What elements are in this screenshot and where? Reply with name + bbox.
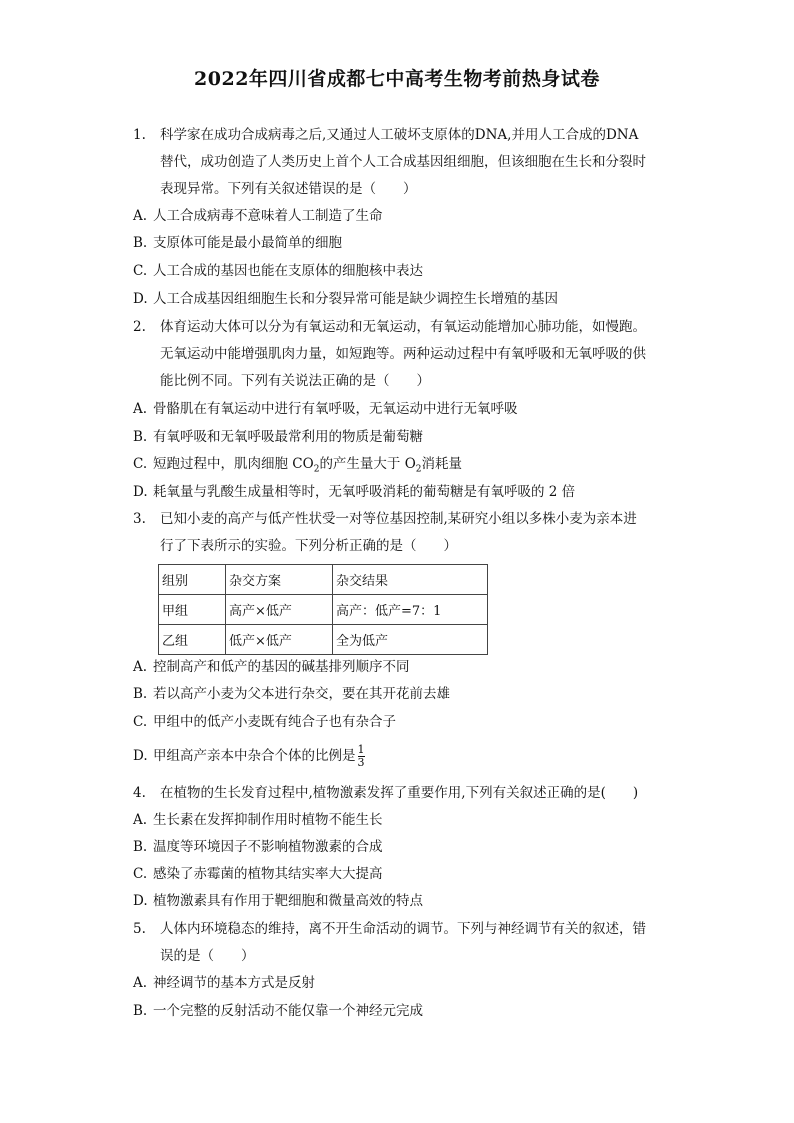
question-1 — [133, 122, 673, 203]
option-label: A. — [133, 812, 148, 828]
option-text: 的产生量大于 O — [319, 456, 416, 472]
option-text: 若以高产小麦为父本进行杂交，要在其开花前去雄 — [153, 686, 450, 702]
stem-line: 体育运动大体可以分为有氧运动和无氧运动，有氧运动能增加心肺功能，如慢跑。 — [160, 319, 646, 335]
option-label: D. — [133, 291, 148, 307]
table-header-cell: 杂交结果 — [333, 565, 488, 595]
question-2 — [133, 314, 693, 395]
cross-experiment-table — [158, 564, 488, 655]
stem-line: 误的是（ ） — [160, 948, 255, 964]
stem-line: 科学家在成功合成病毒之后,又通过人工破坏支原体的DNA,并用人工合成的DNA — [160, 127, 639, 143]
q3-option-d — [133, 743, 693, 770]
option-text: 支原体可能是最小最简单的细胞 — [153, 235, 342, 251]
q5-option-b — [133, 998, 693, 1025]
option-text: 人工合成基因组细胞生长和分裂异常可能是缺少调控生长增殖的基因 — [153, 291, 558, 307]
stem-line: 能比例不同。下列有关说法正确的是（ ） — [160, 373, 430, 389]
question-5 — [133, 916, 673, 970]
option-text: 人工合成的基因也能在支原体的细胞核中表达 — [153, 263, 423, 279]
option-text: 神经调节的基本方式是反射 — [153, 975, 315, 991]
option-text: 耗氧量与乳酸生成量相等时，无氧呼吸消耗的葡萄糖是有氧呼吸的 2 倍 — [153, 484, 576, 500]
option-text: 短跑过程中，肌肉细胞 CO — [153, 456, 314, 472]
option-label: A. — [133, 401, 148, 417]
question-number: 4. — [133, 785, 146, 801]
question-number: 5. — [133, 921, 146, 937]
q4-option-c — [133, 861, 693, 888]
table-row — [159, 595, 488, 625]
table-cell: 低产×低产 — [226, 625, 333, 655]
question-3 — [133, 506, 673, 560]
table-row — [159, 625, 488, 655]
q1-option-a — [133, 203, 693, 230]
option-text: 控制高产和低产的基因的碱基排列顺序不同 — [153, 659, 410, 675]
option-label: B. — [133, 1003, 148, 1019]
q1-option-c — [133, 258, 693, 285]
q3-option-c — [133, 709, 693, 736]
question-4 — [133, 780, 693, 807]
q1-option-d — [133, 286, 693, 313]
option-label: A. — [133, 975, 148, 991]
option-label: B. — [133, 686, 148, 702]
stem-line: 替代，成功创造了人类历史上首个人工合成基因组细胞，但该细胞在生长和分裂时 — [160, 154, 646, 170]
table-header-cell: 组别 — [159, 565, 226, 595]
option-label: D. — [133, 893, 148, 909]
option-text: 感染了赤霉菌的植物其结实率大大提高 — [153, 866, 383, 882]
question-stem — [160, 916, 673, 970]
option-label: A. — [133, 659, 148, 675]
option-text: 一个完整的反射活动不能仅靠一个神经元完成 — [153, 1003, 423, 1019]
subscript: 2 — [415, 464, 422, 475]
option-label: D. — [133, 748, 148, 764]
option-label: D. — [133, 484, 148, 500]
option-text: 甲组高产亲本中杂合个体的比例是 — [153, 748, 356, 764]
fraction-one-third — [358, 744, 365, 769]
table-cell: 乙组 — [159, 625, 226, 655]
q2-option-a — [133, 396, 693, 423]
option-label: C. — [133, 714, 148, 730]
table-header-cell: 杂交方案 — [226, 565, 333, 595]
option-text: 植物激素具有作用于靶细胞和微量高效的特点 — [153, 893, 423, 909]
question-number: 3. — [133, 511, 146, 527]
fraction-numerator: 1 — [357, 743, 365, 756]
stem-line: 无氧运动中能增强肌肉力量，如短跑等。两种运动过程中有氧呼吸和无氧呼吸的供 — [160, 346, 646, 362]
option-label: C. — [133, 866, 148, 882]
option-text: 人工合成病毒不意味着人工制造了生命 — [153, 208, 383, 224]
stem-line: 已知小麦的高产与低产性状受一对等位基因控制,某研究小组以多株小麦为亲本进 — [160, 511, 637, 527]
option-label: B. — [133, 235, 148, 251]
question-stem — [160, 780, 693, 807]
option-label: B. — [133, 429, 148, 445]
q2-option-d — [133, 479, 693, 506]
question-number: 1. — [133, 127, 146, 143]
option-text: 有氧呼吸和无氧呼吸最常利用的物质是葡萄糖 — [153, 429, 423, 445]
option-text: 甲组中的低产小麦既有纯合子也有杂合子 — [153, 714, 396, 730]
option-text: 骨骼肌在有氧运动中进行有氧呼吸，无氧运动中进行无氧呼吸 — [153, 401, 518, 417]
fraction-denominator: 3 — [357, 756, 365, 769]
table-cell: 高产：低产=7：1 — [333, 595, 488, 625]
question-stem — [160, 122, 673, 203]
table-cell: 高产×低产 — [226, 595, 333, 625]
table-cell: 甲组 — [159, 595, 226, 625]
option-text: 消耗量 — [421, 456, 463, 472]
stem-line: 行了下表所示的实验。下列分析正确的是（ ） — [160, 538, 457, 554]
q3-option-a — [133, 654, 693, 681]
page-title: 2022年四川省成都七中高考生物考前热身试卷 — [194, 68, 600, 90]
option-text: 生长素在发挥抑制作用时植物不能生长 — [153, 812, 383, 828]
stem-line: 在植物的生长发育过程中,植物激素发挥了重要作用,下列有关叙述正确的是( ) — [160, 785, 639, 801]
stem-line: 人体内环境稳态的维持，离不开生命活动的调节。下列与神经调节有关的叙述，错 — [160, 921, 646, 937]
question-stem — [160, 314, 693, 395]
q2-option-b — [133, 424, 693, 451]
question-number: 2. — [133, 319, 146, 335]
subscript: 2 — [313, 464, 320, 475]
q4-option-d — [133, 888, 693, 915]
question-stem — [160, 506, 673, 560]
table-header-row — [159, 565, 488, 595]
option-text: 温度等环境因子不影响植物激素的合成 — [153, 839, 383, 855]
option-label: B. — [133, 839, 148, 855]
q5-option-a — [133, 970, 693, 997]
q4-option-b — [133, 834, 693, 861]
q1-option-b — [133, 230, 693, 257]
stem-line: 表现异常。下列有关叙述错误的是（ ） — [160, 181, 417, 197]
q3-option-b — [133, 681, 693, 708]
option-label: C. — [133, 456, 148, 472]
q4-option-a — [133, 807, 693, 834]
option-label: A. — [133, 208, 148, 224]
option-label: C. — [133, 263, 148, 279]
table-cell: 全为低产 — [333, 625, 488, 655]
